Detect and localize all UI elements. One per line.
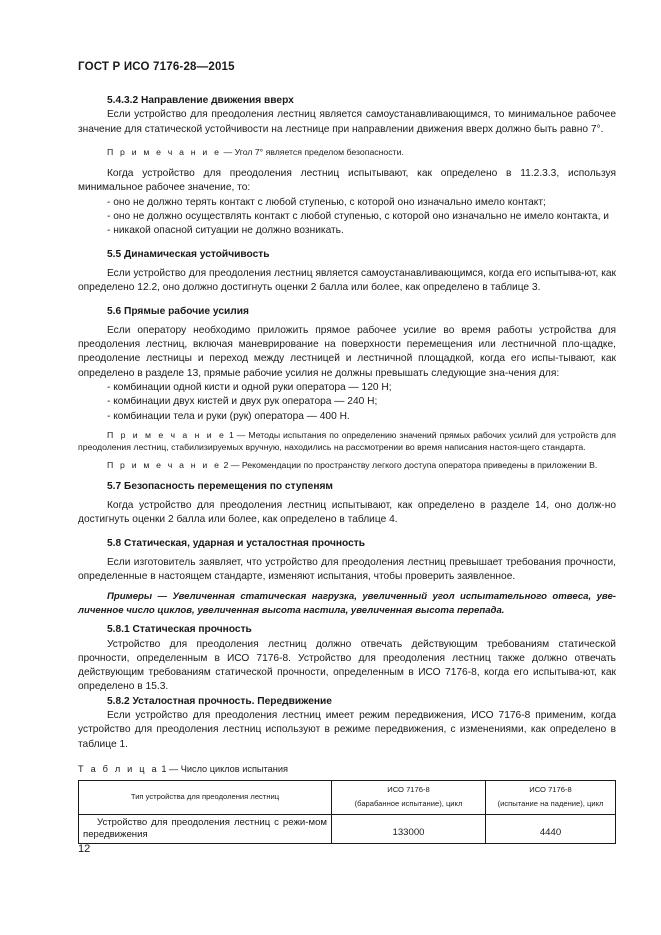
section-5-6-heading: 5.6 Прямые рабочие усилия <box>107 305 249 317</box>
list-item: - комбинации одной кисти и одной руки оператора — 120 Н; <box>107 382 392 394</box>
section-5-8-1-heading: 5.8.1 Статическая прочность <box>107 624 252 636</box>
section-5-5-heading: 5.5 Динамическая устойчивость <box>107 248 270 260</box>
table-header-line: ИСО 7176-8 <box>529 785 572 795</box>
note <box>78 459 616 471</box>
paragraph: Если устройство для преодоления лестниц имеет режим передвижения, ИСО 7176-8 применим, когда устройство для преодоления лестниц используют в режиме передвижения, с изменениями, как определено в таблице 1. <box>78 709 616 750</box>
table-header-cell <box>486 781 616 815</box>
table-header-line: (барабанное испытание), цикл <box>354 799 463 809</box>
table-caption-text: 1 — Число циклов испытания <box>158 763 288 774</box>
note-text: — Угол 7° является пределом безопасности. <box>221 146 404 157</box>
section-5-8-heading: 5.8 Статическая, ударная и усталостная прочность <box>107 537 366 549</box>
table-caption-label: Т а б л и ц а <box>78 763 159 774</box>
list-item: - комбинации тела и руки (рук) оператора — 400 Н. <box>107 410 350 422</box>
table-header-row <box>79 781 616 815</box>
paragraph: Когда устройство для преодоления лестниц испытывают, как определено в 11.2.3.3, используя минимальное рабочее значение, то: <box>78 168 616 194</box>
note-text: 2 — Рекомендации по пространству легкого доступа оператора приведены в приложении В. <box>221 459 598 470</box>
table-row <box>79 814 616 843</box>
paragraph: Если устройство для преодоления лестниц является самоустанавливающимся, то минимальное рабочее значение для статической устойчивости на лестнице при направлении движения вверх должно быть равно 7°. <box>78 109 616 135</box>
page-number: 12 <box>78 843 91 855</box>
paragraph: Если устройство для преодоления лестниц является самоустанавливающимся, когда его испытыва-ют, как определено 12.2, оно должно достигнуть оценки 2 балла или более, как определено в таблице 3. <box>78 267 616 294</box>
table-cell: Устройство для преодоления лестниц с режи-мом передвижения <box>79 814 332 843</box>
table-header-line: ИСО 7176-8 <box>387 785 430 795</box>
table-cell: 133000 <box>332 814 486 843</box>
paragraph: Когда устройство для преодоления лестниц испытывают, как определено в разделе 14, оно долж-но достигнуть оценки 2 балла или более, как определено в таблице 4. <box>78 500 616 526</box>
table-caption <box>78 762 616 776</box>
note-text: 1 — Методы испытания по определению значений прямых рабочих усилий для устройств для преодоления лестниц, стабилизируемых вручную, находились на рассмотрении во время написания настоя-щего стандарта. <box>78 429 616 453</box>
list-item: - оно не должно осуществлять контакт с любой ступенью, с которой оно изначально не имело контакта, и <box>107 211 609 223</box>
table-cell: 4440 <box>486 814 616 843</box>
page-content <box>78 94 616 844</box>
list-item: - никакой опасной ситуации не должно возникать. <box>107 225 344 237</box>
examples: Примеры — Увеличенная статическая нагрузка, увеличенный угол испытательного отвеса, уве-личенное число циклов, увеличенная высота настила, увеличенная высота перепада. <box>78 590 616 616</box>
table-header-cell <box>332 781 486 815</box>
paragraph: Если оператору необходимо приложить прямое рабочее усилие во время работы устройства для преодоления лестниц, включая маневрирование на поверхности перемещения или лестничной пло-щадке, преодоление лестницы и переход между лестницей и лестничной площадкой, когда его испы-тывают, как определено в разделе 13, прямые рабочие усилия не должны превышать следующие зна-чения для: <box>78 324 616 379</box>
note-label: П р и м е ч а н и е <box>107 146 222 157</box>
paragraph: Устройство для преодоления лестниц должно отвечать действующим требованиям статической прочности, определенным в ИСО 7176-8. Устройство для преодоления лестниц также должно отвечать действующим требованиям статической прочности, определенным в ИСО 7176-8, когда его испытыва-ют, как определено в 15.3. <box>78 638 616 693</box>
table-header-line: (испытание на падение), цикл <box>497 799 604 809</box>
table-header-cell: Тип устройства для преодоления лестниц <box>79 781 332 815</box>
note <box>78 429 616 454</box>
document-header: ГОСТ Р ИСО 7176-28—2015 <box>78 61 235 73</box>
paragraph: Если изготовитель заявляет, что устройство для преодоления лестниц превышает требования прочности, определенные в настоящем стандарте, изменяют испытания, чтобы проверить заявленное. <box>78 557 616 583</box>
table-1 <box>78 780 616 844</box>
section-5-4-3-2-heading: 5.4.3.2 Направление движения вверх <box>107 95 294 106</box>
list-item: - комбинации двух кистей и двух рук оператора — 240 Н; <box>107 396 378 408</box>
list-item: - оно не должно терять контакт с любой ступенью, с которой оно изначально имело контакт; <box>107 196 546 208</box>
section-5-8-2-heading: 5.8.2 Усталостная прочность. Передвижение <box>107 695 332 707</box>
note-label: П р и м е ч а н и е <box>107 459 222 470</box>
note-label: П р и м е ч а н и е <box>107 429 226 440</box>
note <box>78 146 616 158</box>
section-5-7-heading: 5.7 Безопасность перемещения по ступеням <box>107 480 333 492</box>
